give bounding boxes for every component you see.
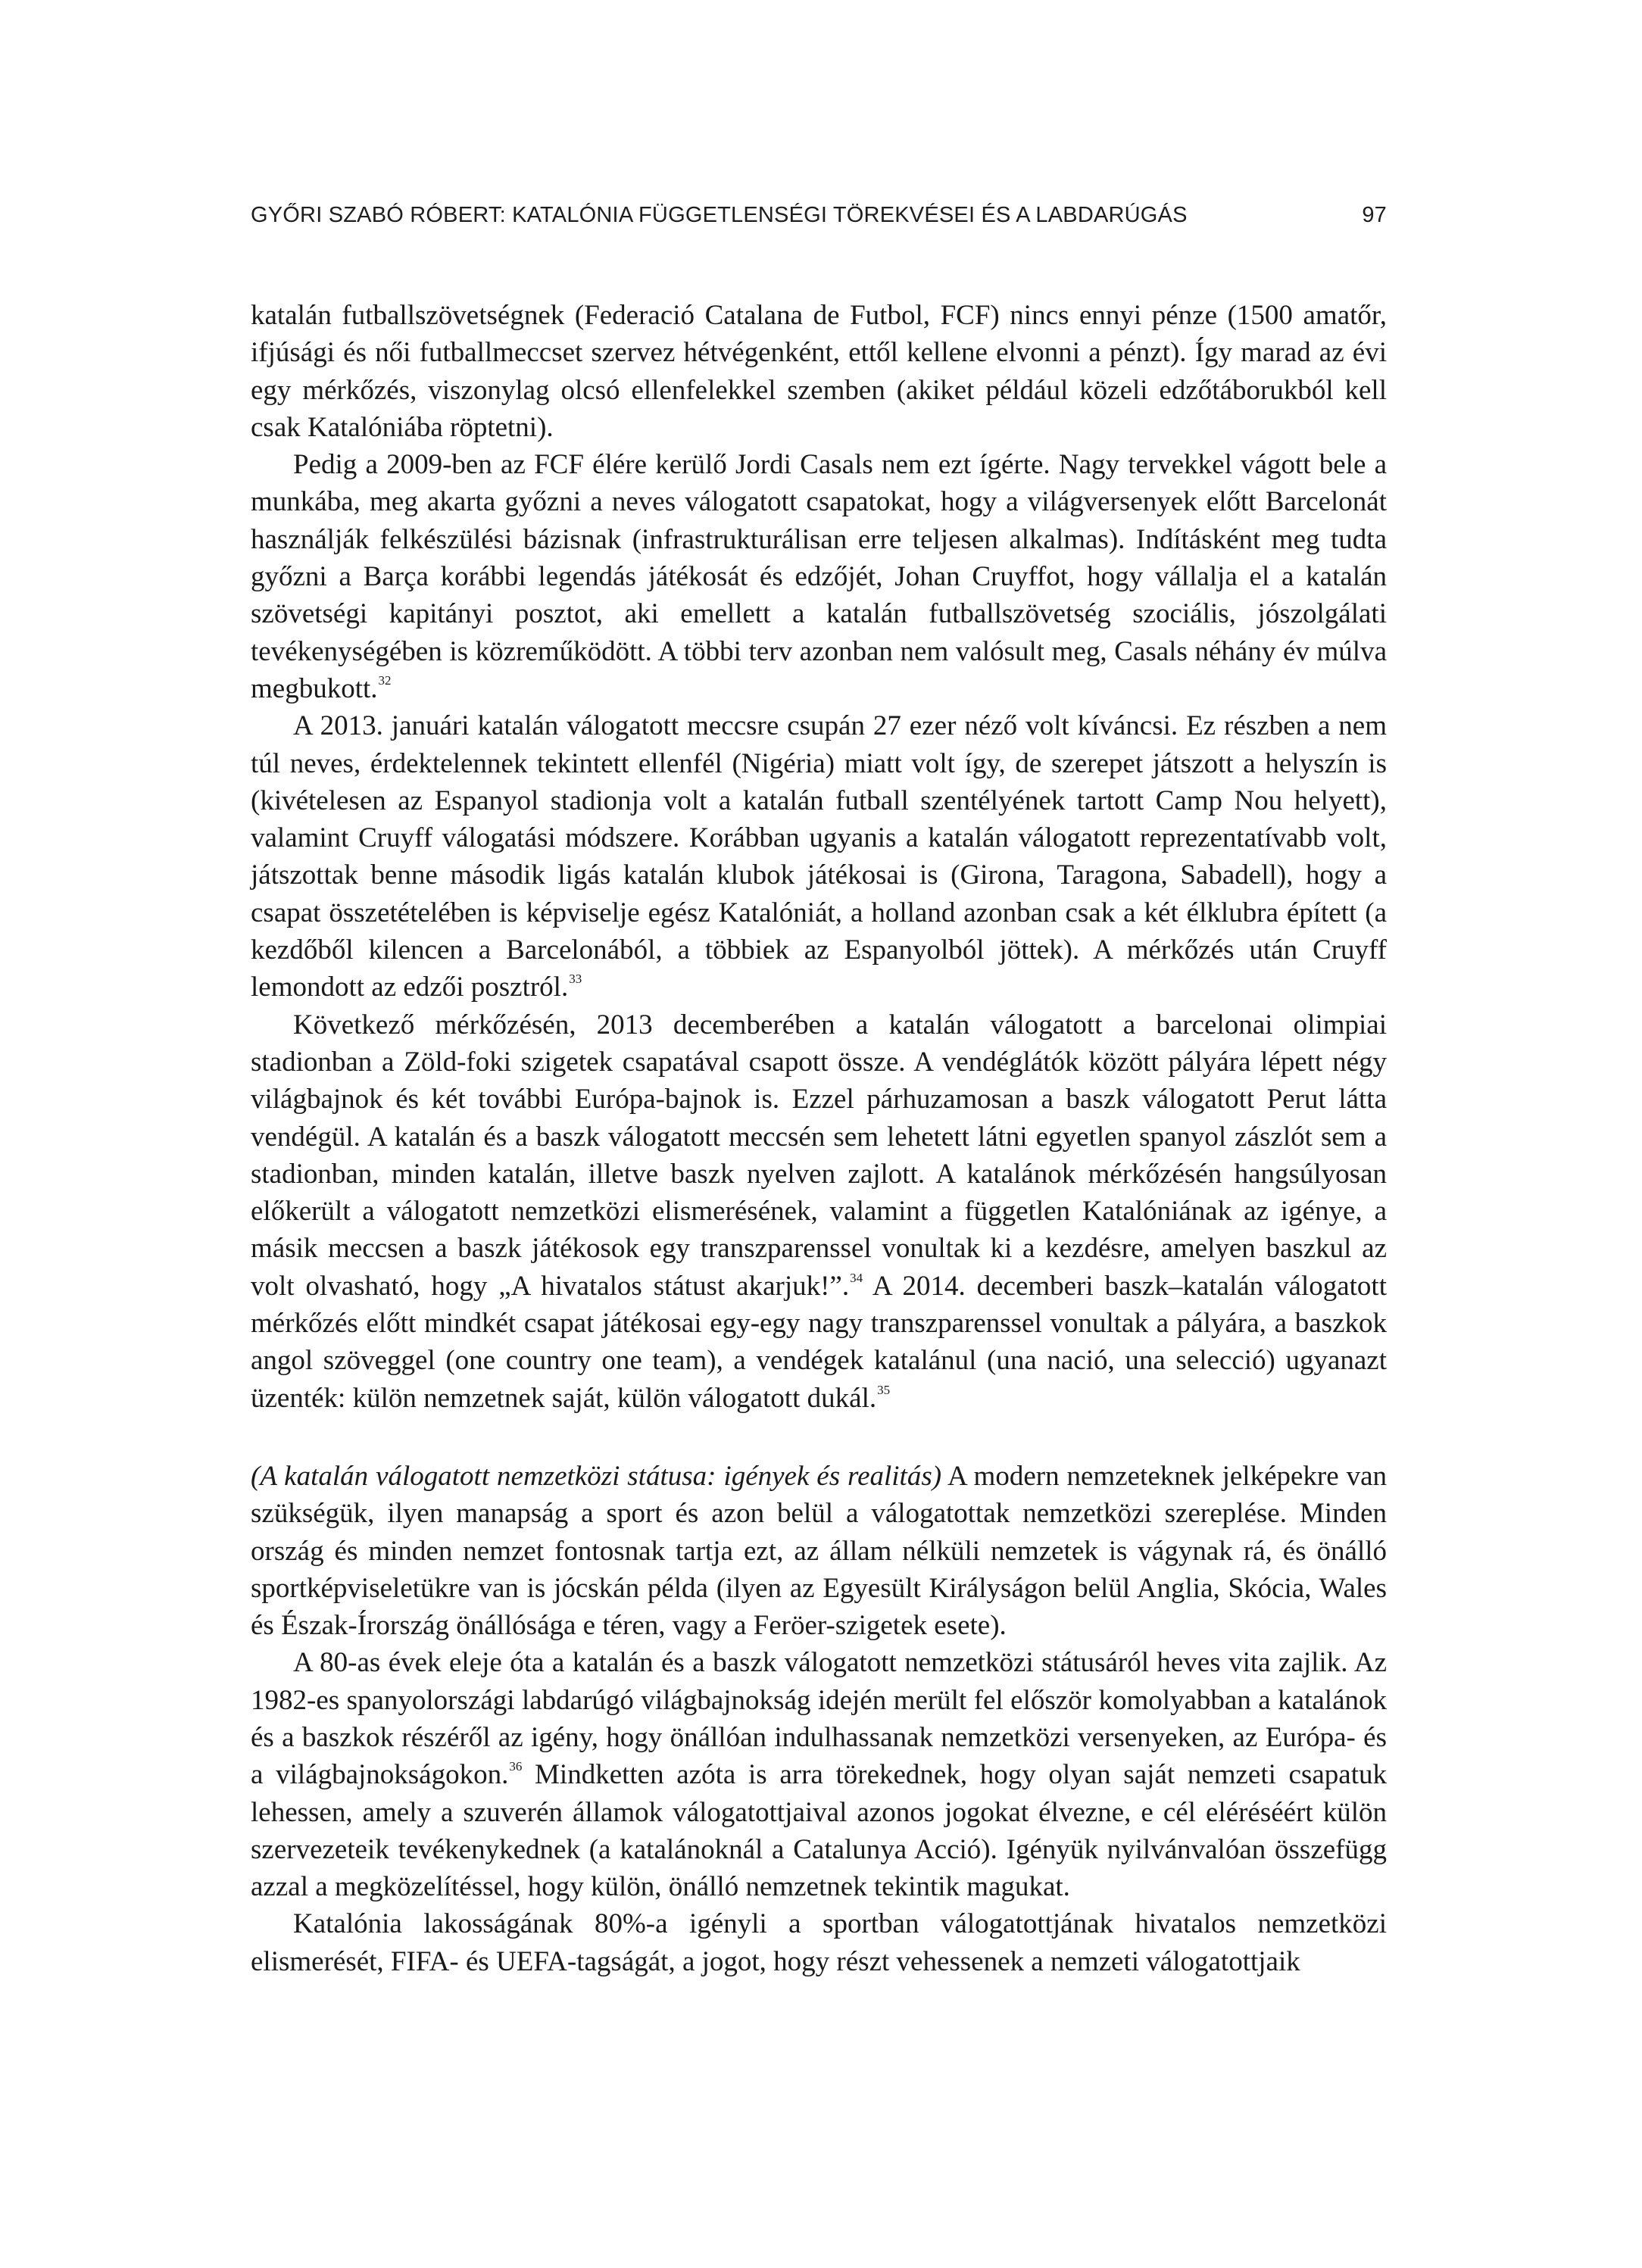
running-title: GYŐRI SZABÓ RÓBERT: KATALÓNIA FÜGGETLENSÉGI TÖREKVÉSEI ÉS A LABDARÚGÁS [251, 203, 1188, 227]
paragraph-text: Katalónia lakosságának 80%-a igényli a sportban válogatottjának hivatalos nemzetközi elismerését, FIFA- és UEFA-tagságát, a jogot, hogy részt vehessenek a nemzeti válogatottjaik [251, 1908, 1387, 1977]
paragraph-text: A 2014. decemberi baszk–katalán válogatott mérkőzés előtt mindkét csapat játékosai egy-egy nagy transzparenssel vonultak a pályára, a baszkok angol szöveggel (one country one team), a vendégek katalánul (una nació, una selecció) ugyanazt üzenték: külön nemzetnek saját, külön válogatott dukál. [251, 1270, 1387, 1414]
page-number: 97 [1362, 203, 1387, 227]
paragraph-text: A 2013. januári katalán válogatott meccsre csupán 27 ezer néző volt kíváncsi. Ez részben a nem túl neves, érdektelennek tekintett ellenfél (Nigéria) miatt volt így, de szerepet játszott a helyszín is (kivételesen az Espanyol stadionja volt a katalán futball szentélyének tartott Camp Nou helyett), valamint Cruyff válogatási módszere. Korábban ugyanis a katalán válogatott reprezentatívabb volt, játszottak benne második ligás katalán klubok játékosai is (Girona, Taragona, Sabadell), hogy a csapat összetételében is képviselje egész Katalóniát, a holland azonban csak a két élklubra épített (a kezdőből kilencen a Barcelonából, a többiek az Espanyolból jöttek). A mérkőzés után Cruyff lemondott az edzői posztról. [251, 710, 1387, 1003]
footnote-marker: 35 [877, 1382, 891, 1397]
footnote-marker: 36 [509, 1759, 523, 1774]
footnote-marker: 34 [850, 1270, 863, 1285]
paragraph-text: A 80-as évek eleje óta a katalán és a baszk válogatott nemzetközi státusáról heves vita zajlik. Az 1982-es spanyolországi labdarúgó világbajnokság idején merült fel először komolyabban a katalánok és a baszkok részéről az igény, hogy önállóan indulhassanak nemzetközi versenyeken, az Európa- és a világbajnokságokon. [251, 1647, 1387, 1791]
paragraph-2 [251, 446, 1387, 707]
paragraph-text: Pedig a 2009-ben az FCF élére kerülő Jordi Casals nem ezt ígérte. Nagy tervekkel vágott bele a munkába, meg akarta győzni a neves válogatott csapatokat, hogy a világversenyek előtt Barcelonát használják felkészülési bázisnak (infrastrukturálisan erre teljesen alkalmas). Indításként meg tudta győzni a Barça korábbi legendás játékosát és edzőjét, Johan Cruyffot, hogy vállalja el a katalán szövetségi kapitányi posztot, aki emellett a katalán futballszövetség szociális, jószolgálati tevékenységében is közreműködött. A többi terv azonban nem valósult meg, Casals néhány év múlva megbukott. [251, 449, 1387, 704]
section-title: (A katalán válogatott nemzetközi státusa: igények és realitás) [251, 1460, 942, 1492]
paragraph-4 [251, 1006, 1387, 1417]
footnote-marker: 32 [378, 672, 392, 688]
paragraph-1 [251, 297, 1387, 446]
paragraph-text: katalán futballszövetségnek (Federació Catalana de Futbol, FCF) nincs ennyi pénze (1500 amatőr, ifjúsági és női futballmeccset szervez hétvégenként, ettől kellene elvonni a pénzt). Így marad az évi egy mérkőzés, viszonylag olcsó ellenfelekkel szemben (akiket például közeli edzőtáborukból kell csak Katalóniába röptetni). [251, 300, 1387, 443]
footnote-marker: 33 [569, 972, 582, 987]
running-header [251, 203, 1387, 241]
paragraph-3 [251, 707, 1387, 1006]
paragraph-text: Mindketten azóta is arra törekednek, hogy olyan saját nemzeti csapatuk lehessen, amely a szuverén államok válogatottjaival azonos jogokat élvezne, e cél eléréséért külön szervezeteik tevékenykednek (a katalánoknál a Catalunya Acció). Igényük nyilvánvalóan összefügg azzal a megközelítéssel, hogy külön, önálló nemzetnek tekintik magukat. [251, 1759, 1387, 1903]
paragraph-7 [251, 1905, 1387, 1980]
paragraph-6 [251, 1644, 1387, 1905]
paragraph-text: A modern nemzeteknek jelképekre van szükségük, ilyen manapság a sport és azon belül a válogatottak nemzetközi szereplése. Minden ország és minden nemzet fontosnak tartja ezt, az állam nélküli nemzetek is vágynak rá, és önálló sportképviseletükre van is jócskán példa (ilyen az Egyesült Királyságon belül Anglia, Skócia, Wales és Észak-Írország önállósága e téren, vagy a Feröer-szigetek esete). [251, 1460, 1387, 1642]
paragraph-5 [251, 1458, 1387, 1644]
paragraph-text: Következő mérkőzésén, 2013 decemberében a katalán válogatott a barcelonai olimpiai stadionban a Zöld-foki szigetek csapatával csapott össze. A vendéglátók között pályára lépett négy világbajnok és két további Európa-bajnok is. Ezzel párhuzamosan a baszk válogatott Perut látta vendégül. A katalán és a baszk válogatott meccsén sem lehetett látni egyetlen spanyol zászlót sem a stadionban, minden katalán, illetve baszk nyelven zajlott. A katalánok mérkőzésén hangsúlyosan előkerült a válogatott nemzetközi elismerésének, valamint a független Katalóniának az igénye, a másik meccsen a baszk játékosok egy transzparenssel vonultak ki a kezdésre, amelyen baszkul az volt olvasható, hogy „A hivatalos státust akarjuk!”. [251, 1009, 1387, 1302]
body-text [251, 297, 1387, 1980]
